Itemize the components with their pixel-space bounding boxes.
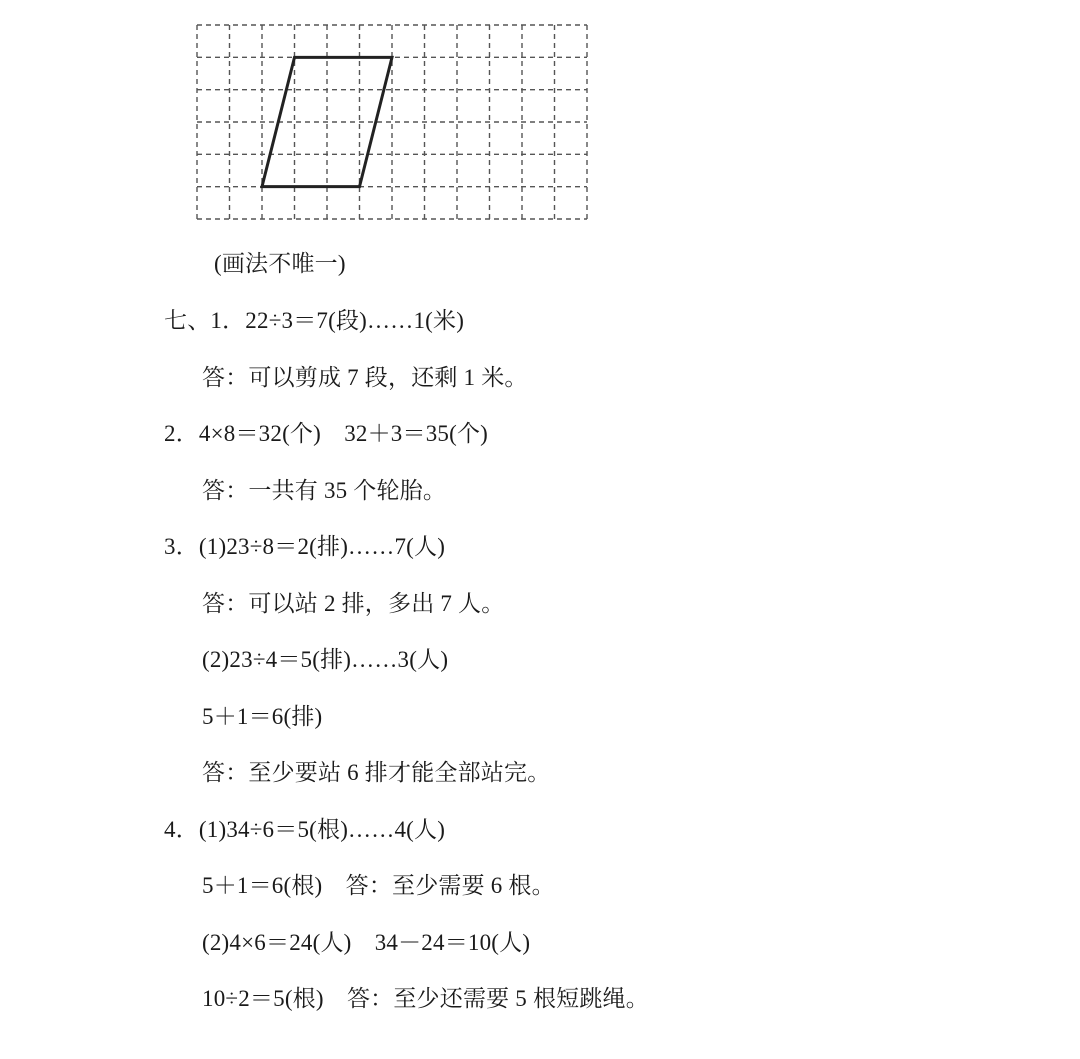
- drawing-note: (画法不唯一): [214, 251, 346, 276]
- q4-line-4: 10÷2＝5(根) 答：至少还需要 5 根短跳绳。: [202, 986, 649, 1011]
- q4-expression-2: (2)4×6＝24(人) 34－24＝10(人): [202, 930, 531, 955]
- q2-expression: 2．4×8＝32(个) 32＋3＝35(个): [164, 421, 489, 446]
- q3-answer-2: 答：至少要站 6 排才能全部站完。: [202, 760, 551, 785]
- q2-answer: 答：一共有 35 个轮胎。: [202, 478, 447, 503]
- q1-answer: 答：可以剪成 7 段，还剩 1 米。: [202, 365, 528, 390]
- q3-expression-1: 3．(1)23÷8＝2(排)……7(人): [164, 534, 446, 559]
- q3-answer-1: 答：可以站 2 排，多出 7 人。: [202, 591, 505, 616]
- q3-expression-3: 5＋1＝6(排): [202, 704, 323, 729]
- q4-expression-1: 4．(1)34÷6＝5(根)……4(人): [164, 817, 446, 842]
- dashed-grid: [197, 25, 587, 219]
- q4-line-2: 5＋1＝6(根) 答：至少需要 6 根。: [202, 873, 555, 898]
- q3-expression-2: (2)23÷4＝5(排)……3(人): [202, 647, 449, 672]
- grid-figure: [196, 24, 588, 220]
- q1-expression: 七、1．22÷3＝7(段)……1(米): [164, 308, 465, 333]
